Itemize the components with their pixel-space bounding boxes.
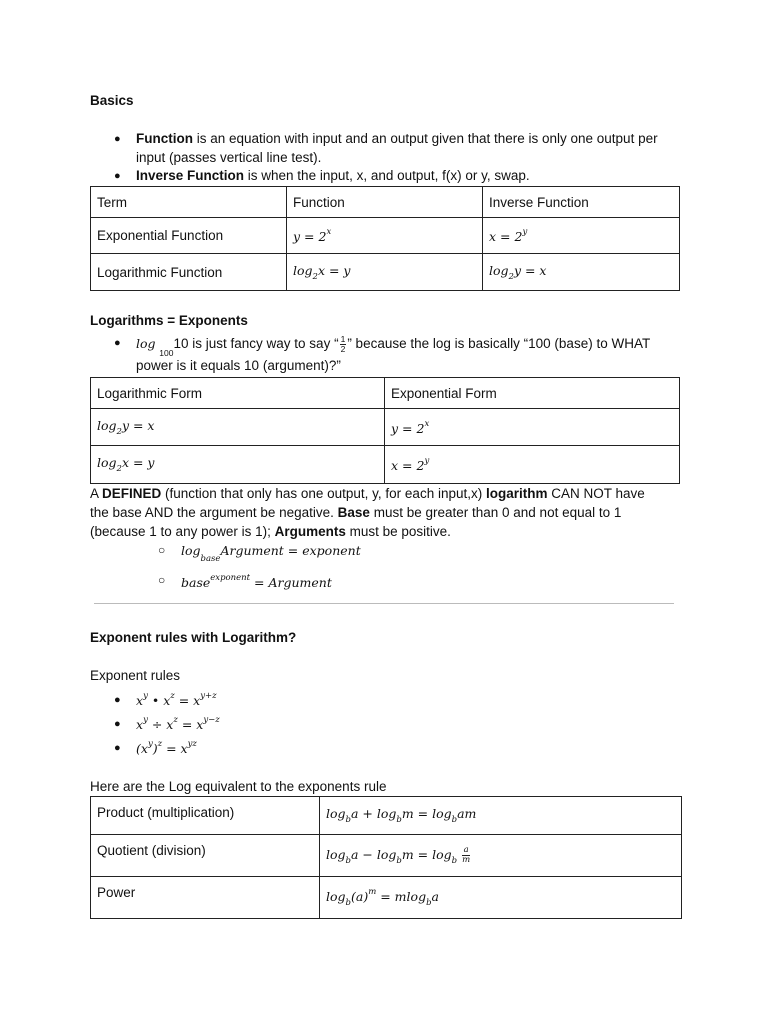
table-cell-equation: $x = 2^y$ <box>385 446 680 484</box>
table-cell-term: Logarithmic Function <box>91 254 287 291</box>
defined-paragraph-line1 <box>90 486 645 501</box>
text: (because 1 to any power is 1); <box>90 524 275 539</box>
log-example <box>136 335 650 358</box>
basics-heading: Basics <box>90 93 134 108</box>
base-text: base <box>181 575 211 590</box>
bullet-icon: ● <box>114 133 121 145</box>
function-definition <box>136 131 658 146</box>
table-cell-equation: $x = 2^y$ <box>483 218 680 254</box>
text: A <box>90 486 103 501</box>
bullet-icon: ● <box>114 694 121 706</box>
bullet-icon: ● <box>114 170 121 182</box>
inverse-function-text: is when the input, x, and output, f(x) or y, swap. <box>244 168 530 183</box>
product-rule-formula: $x^y$ • $x^z = x^{y+z}$ <box>136 691 217 708</box>
table-cell-rule-name: Power <box>91 877 320 919</box>
table-cell-equation: $\log_ba - \log_bm = \log_b$ $\frac{a}{m}$ <box>320 835 682 877</box>
defined-paragraph-line3 <box>90 524 451 539</box>
formula-text: Argument = exponent <box>220 543 361 558</box>
power-rule-formula: $(x^y)^z = x^{yz}$ <box>136 739 197 756</box>
bullet-icon: ● <box>114 742 121 754</box>
log-base: base <box>200 554 221 564</box>
text: the base AND the argument be negative. <box>90 505 338 520</box>
fraction <box>340 335 347 354</box>
table-header: Logarithmic Form <box>91 378 385 409</box>
log-symbol: log <box>181 543 201 558</box>
table-cell-rule-name: Quotient (division) <box>91 835 320 877</box>
fraction-denominator: 2 <box>340 344 346 354</box>
log-example-line2: power is it equals 10 (argument)?” <box>136 358 341 373</box>
exp-definition-formula <box>181 573 332 590</box>
exponent-rules-label: Exponent rules <box>90 668 181 683</box>
bullet-icon: ● <box>114 718 121 730</box>
logarithm-term: logarithm <box>485 486 548 501</box>
inverse-function-definition <box>136 168 530 183</box>
forms-table <box>90 377 680 484</box>
text: CAN NOT have <box>547 486 645 501</box>
text: (function that only has one output, y, for each input,x) <box>161 486 486 501</box>
table-cell-equation: $\log_b(a)^m = mlog_ba$ <box>320 877 682 919</box>
fraction-numerator: 1 <box>340 334 346 344</box>
horizontal-divider <box>94 603 674 604</box>
table-cell-equation: $\log_2x = y$ <box>91 446 385 484</box>
defined-paragraph-line2 <box>90 505 621 520</box>
defined-term: DEFINED <box>102 486 162 501</box>
table-cell-term: Exponential Function <box>91 218 287 254</box>
table-cell-equation: $\log_2x = y$ <box>287 254 483 291</box>
table-header: Inverse Function <box>483 187 680 218</box>
log-rules-table <box>90 796 682 919</box>
exponent-rules-heading: Exponent rules with Logarithm? <box>90 630 297 645</box>
table-cell-equation: $y = 2^x$ <box>385 409 680 446</box>
log-symbol: log <box>136 336 156 352</box>
bullet-icon: ● <box>114 337 121 349</box>
function-term: Function <box>136 131 193 146</box>
table-cell-rule-name: Product (multiplication) <box>91 797 320 835</box>
function-definition-line2: input (passes vertical line test). <box>136 150 322 165</box>
table-cell-equation: $y = 2^x$ <box>287 218 483 254</box>
log-example-text-2: ” because the log is basically “100 (base) to WHAT <box>347 336 651 352</box>
sub-bullet-icon: ○ <box>158 543 166 557</box>
arguments-term: Arguments <box>274 524 346 539</box>
sub-bullet-icon: ○ <box>158 573 166 587</box>
text: must be greater than 0 and not equal to 1 <box>369 505 622 520</box>
table-cell-equation: $\log_2y = x$ <box>91 409 385 446</box>
log-argument: 10 <box>173 336 189 352</box>
table-header: Function <box>287 187 483 218</box>
log-base: 100 <box>159 348 174 359</box>
log-equivalent-intro: Here are the Log equivalent to the exponents rule <box>90 779 387 794</box>
function-definition-text: is an equation with input and an output given that there is only one output per <box>193 131 658 146</box>
log-example-text: is just fancy way to say “ <box>188 336 339 352</box>
log-definition-formula <box>181 543 361 564</box>
quotient-rule-formula: $x^y \div x^z = x^{y-z}$ <box>136 715 220 732</box>
text: must be positive. <box>345 524 451 539</box>
table-header: Exponential Form <box>385 378 680 409</box>
table-header: Term <box>91 187 287 218</box>
exponent-text: exponent <box>210 573 251 583</box>
formula-text: = Argument <box>250 575 332 590</box>
inverse-function-term: Inverse Function <box>136 168 245 183</box>
base-term: Base <box>337 505 370 520</box>
table-cell-equation: $\log_ba + \log_bm = \log_bam$ <box>320 797 682 835</box>
table-cell-equation: $\log_2y = x$ <box>483 254 680 291</box>
log-exp-heading: Logarithms = Exponents <box>90 313 248 328</box>
function-table <box>90 186 680 291</box>
